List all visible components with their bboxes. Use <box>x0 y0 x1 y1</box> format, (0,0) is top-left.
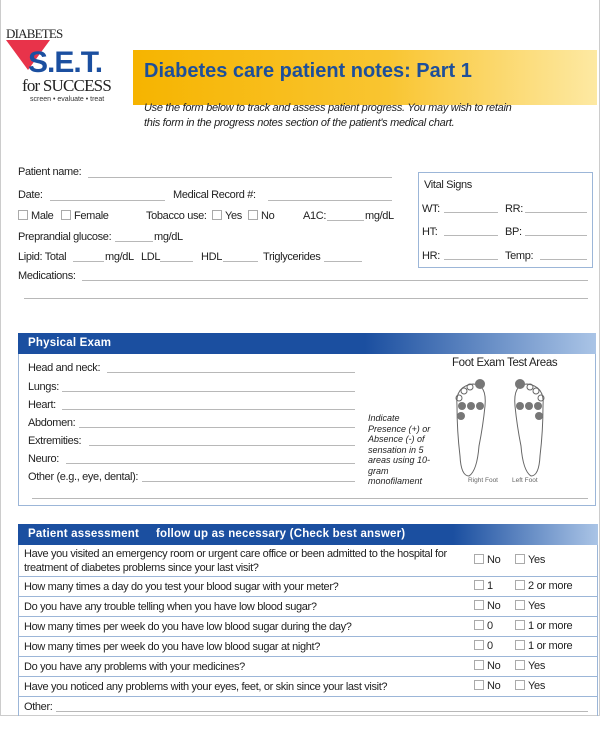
hr-label: HR: <box>422 250 440 262</box>
tobacco-label: Tobacco use: <box>146 210 207 222</box>
answer-label: 0 <box>487 620 493 632</box>
answer-option-a[interactable] <box>474 640 493 652</box>
answer-checkbox[interactable] <box>474 600 484 610</box>
foot-diagram-icon <box>445 376 555 486</box>
a1c-field[interactable] <box>327 220 364 221</box>
exam-field-label: Lungs: <box>28 381 59 393</box>
answer-checkbox[interactable] <box>474 640 484 650</box>
answer-option-b[interactable] <box>515 580 572 592</box>
answer-option-b[interactable] <box>515 554 545 566</box>
answer-checkbox[interactable] <box>515 620 525 630</box>
answer-label: No <box>487 660 501 672</box>
question-text: Have you visited an emergency room or urgent care office or been admitted to the hospital for treatment of diabetes problems since your last visit? <box>24 548 447 574</box>
answer-option-b[interactable] <box>515 640 572 652</box>
answer-option-a[interactable] <box>474 660 500 672</box>
answer-option-b[interactable] <box>515 600 545 612</box>
medical-record-label: Medical Record #: <box>173 189 256 201</box>
answer-option-b[interactable] <box>515 660 545 672</box>
tobacco-no-label: No <box>261 210 275 222</box>
question-text: How many times per week do you have low blood sugar at night? <box>24 641 320 653</box>
answer-checkbox[interactable] <box>515 580 525 590</box>
male-checkbox[interactable] <box>18 210 28 220</box>
logo-set: S.E.T. <box>28 46 103 79</box>
male-option[interactable] <box>18 210 53 222</box>
heart-field[interactable] <box>62 409 355 410</box>
glucose-field[interactable] <box>115 241 153 242</box>
wt-label: WT: <box>422 203 440 215</box>
answer-label: Yes <box>528 554 546 566</box>
a1c-unit: mg/dL <box>365 210 394 222</box>
lipid-unit: mg/dL <box>105 251 134 263</box>
male-label: Male <box>31 210 54 222</box>
answer-label: Yes <box>528 660 546 672</box>
hr-field[interactable] <box>444 259 498 260</box>
answer-option-a[interactable] <box>474 580 493 592</box>
answer-label: No <box>487 680 501 692</box>
other-label: Other: <box>24 701 53 713</box>
ht-field[interactable] <box>444 235 498 236</box>
assessment-row <box>18 545 598 577</box>
foot-exam-note: Indicate Presence (+) or Absence (-) of sensation in 5 areas using 10-gram monofilament <box>368 413 431 486</box>
triglycerides-field[interactable] <box>324 261 362 262</box>
question-text: How many times per week do you have low blood sugar during the day? <box>24 621 352 633</box>
logo-tagline: screen • evaluate • treat <box>30 96 105 103</box>
answer-label: 0 <box>487 640 493 652</box>
patient-name-field[interactable] <box>88 177 392 178</box>
exam-field-label: Abdomen: <box>28 417 76 429</box>
question-text: Do you have any trouble telling when you have low blood sugar? <box>24 601 317 613</box>
left-foot-label: Left Foot <box>512 477 538 484</box>
assessment-row <box>18 657 598 677</box>
medications-field[interactable] <box>82 280 588 281</box>
extremities-field[interactable] <box>89 445 355 446</box>
page-title: Diabetes care patient notes: Part 1 <box>144 60 472 82</box>
tobacco-yes-label: Yes <box>225 210 242 222</box>
exam-field-label: Heart: <box>28 399 56 411</box>
assessment-row <box>18 597 598 617</box>
ldl-field[interactable] <box>160 261 193 262</box>
triglycerides-label: Triglycerides <box>263 251 321 263</box>
assessment-header: Patient assessment follow up as necessary (Check best answer) <box>18 524 598 545</box>
neuro-field[interactable] <box>66 463 355 464</box>
answer-checkbox[interactable] <box>515 640 525 650</box>
instructions: Use the form below to track and assess patient progress. You may wish to retain this form in the progress notes section of the patient's medical chart. <box>144 102 512 129</box>
foot-exam-title: Foot Exam Test Areas <box>452 357 558 369</box>
female-option[interactable] <box>61 210 109 222</box>
medications-label: Medications: <box>18 270 76 282</box>
assessment-row <box>18 617 598 637</box>
other-exam-field[interactable] <box>142 481 355 482</box>
lungs-field[interactable] <box>62 391 355 392</box>
date-label: Date: <box>18 189 43 201</box>
medical-record-field[interactable] <box>268 200 392 201</box>
right-foot-label: Right Foot <box>468 477 498 484</box>
answer-label: Yes <box>528 680 546 692</box>
answer-checkbox[interactable] <box>474 660 484 670</box>
tobacco-no-checkbox[interactable] <box>248 210 258 220</box>
answer-checkbox[interactable] <box>474 580 484 590</box>
question-text: How many times a day do you test your blood sugar with your meter? <box>24 581 339 593</box>
tobacco-yes-checkbox[interactable] <box>212 210 222 220</box>
ldl-label: LDL <box>141 251 161 263</box>
answer-option-a[interactable] <box>474 680 500 692</box>
answer-label: Yes <box>528 600 546 612</box>
answer-label: 1 <box>487 580 493 592</box>
answer-option-b[interactable] <box>515 680 545 692</box>
head-neck-field[interactable] <box>107 372 355 373</box>
glucose-unit: mg/dL <box>154 231 183 243</box>
answer-option-a[interactable] <box>474 600 500 612</box>
abdomen-field[interactable] <box>79 427 355 428</box>
answer-option-a[interactable] <box>474 554 500 566</box>
tobacco-no-option[interactable] <box>248 210 274 222</box>
exam-field-label: Head and neck: <box>28 362 101 374</box>
answer-checkbox[interactable] <box>474 680 484 690</box>
logo-diabetes: DIABETES <box>6 26 63 41</box>
exam-extra-line[interactable] <box>32 498 588 499</box>
answer-option-b[interactable] <box>515 620 572 632</box>
lipid-total-label: Lipid: Total <box>18 251 67 263</box>
glucose-label: Preprandial glucose: <box>18 231 112 243</box>
female-label: Female <box>74 210 109 222</box>
patient-name-label: Patient name: <box>18 166 82 178</box>
physical-exam-header: Physical Exam <box>18 333 596 354</box>
female-checkbox[interactable] <box>61 210 71 220</box>
answer-label: 1 or more <box>528 640 573 652</box>
vital-signs-title: Vital Signs <box>424 179 472 191</box>
answer-checkbox[interactable] <box>474 620 484 630</box>
exam-field-label: Extremities: <box>28 435 82 447</box>
answer-checkbox[interactable] <box>515 554 525 564</box>
assessment-row <box>18 677 598 697</box>
answer-checkbox[interactable] <box>515 600 525 610</box>
medications-field-2[interactable] <box>24 298 588 299</box>
date-field[interactable] <box>50 200 165 201</box>
answer-label: 2 or more <box>528 580 573 592</box>
a1c-label: A1C: <box>303 210 327 222</box>
answer-label: No <box>487 600 501 612</box>
tobacco-yes-option[interactable] <box>212 210 242 222</box>
wt-field[interactable] <box>444 212 498 213</box>
answer-label: No <box>487 554 501 566</box>
logo-for-success: for SUCCESS <box>22 76 111 95</box>
assessment-row <box>18 637 598 657</box>
bp-field[interactable] <box>525 235 587 236</box>
answer-label: 1 or more <box>528 620 573 632</box>
bp-label: BP: <box>505 226 522 238</box>
answer-checkbox[interactable] <box>474 554 484 564</box>
temp-field[interactable] <box>540 259 587 260</box>
answer-checkbox[interactable] <box>515 680 525 690</box>
temp-label: Temp: <box>505 250 534 262</box>
exam-field-label: Other (e.g., eye, dental): <box>28 471 139 483</box>
lipid-total-field[interactable] <box>73 261 104 262</box>
other-field[interactable] <box>56 711 588 712</box>
hdl-field[interactable] <box>223 261 258 262</box>
ht-label: HT: <box>422 226 438 238</box>
question-text: Have you noticed any problems with your eyes, feet, or skin since your last visit? <box>24 681 388 693</box>
question-text: Do you have any problems with your medicines? <box>24 661 245 673</box>
rr-label: RR: <box>505 203 523 215</box>
exam-field-label: Neuro: <box>28 453 59 465</box>
hdl-label: HDL <box>201 251 222 263</box>
answer-checkbox[interactable] <box>515 660 525 670</box>
assessment-row <box>18 577 598 597</box>
answer-option-a[interactable] <box>474 620 493 632</box>
rr-field[interactable] <box>525 212 587 213</box>
